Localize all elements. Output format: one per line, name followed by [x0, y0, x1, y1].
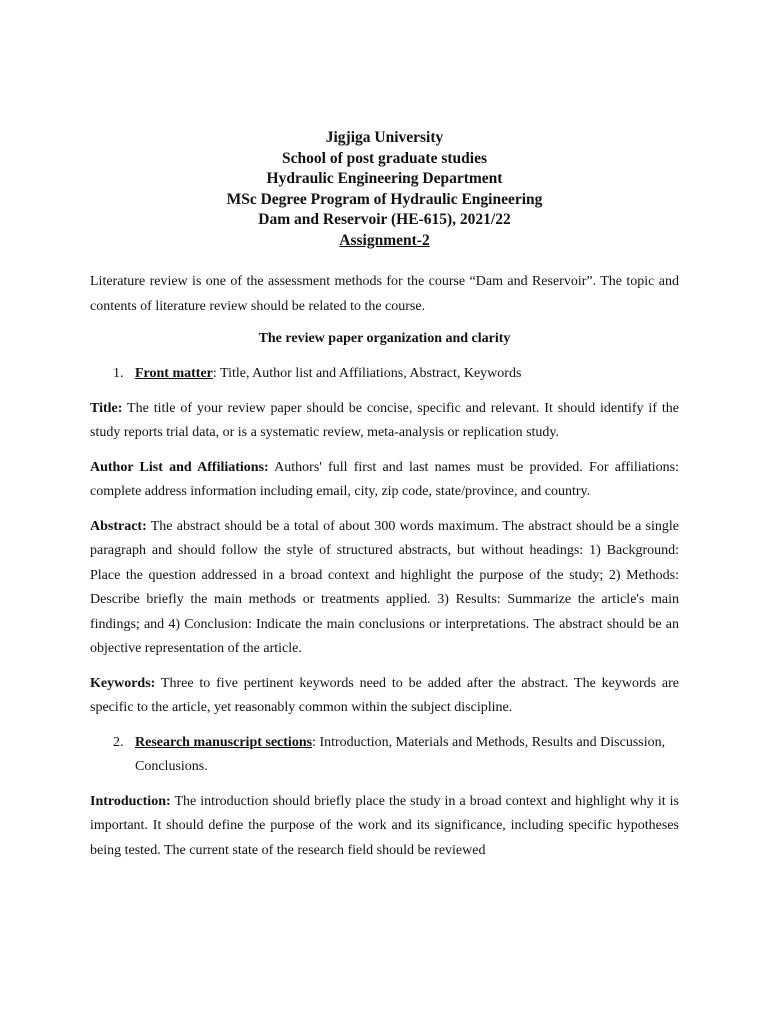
- intro-paragraph: Literature review is one of the assessment methods for the course “Dam and Reservoir”. The topic and contents of literature review should be related to the course.: [90, 274, 679, 314]
- list-item-text: : Introduction, Materials and Methods, Results and Discussion, Conclusions.: [135, 734, 666, 774]
- document-page: [90, 128, 679, 873]
- paragraph-text: The introduction should briefly place the study in a broad context and highlight why it is important. It should define the purpose of the work and its significance, including specific hypotheses being tested. The current state of the research field should be reviewed: [90, 793, 679, 858]
- paragraph-label: Introduction:: [90, 793, 171, 809]
- paragraph-text: The title of your review paper should be concise, specific and relevant. It should identify if the study reports trial data, or is a systematic review, meta-analysis or replication study.: [90, 400, 679, 440]
- list-item-manuscript-sections: [90, 731, 679, 780]
- title-paragraph: [90, 397, 679, 446]
- school-name: School of post graduate studies: [282, 149, 487, 167]
- paragraph-label: Author List and Affiliations:: [90, 459, 269, 475]
- course-name: Dam and Reservoir (HE-615), 2021/22: [258, 211, 511, 228]
- paragraph-text: The abstract should be a total of about 300 words maximum. The abstract should be a single paragraph and should follow the style of structured abstracts, but without headings: 1) Background: Place the question addressed in a broad context and highlight the purpose of the study; 2) Methods: Describe briefly the main methods or treatments applied. 3) Results: Summarize the article's main findings; and 4) Conclusion: Indicate the main conclusions or interpretations. The abstract should be an objective representation of the article.: [90, 518, 679, 656]
- keywords-paragraph: [90, 672, 679, 721]
- paragraph-label: Abstract:: [90, 518, 147, 534]
- introduction-paragraph: [90, 790, 679, 864]
- section-heading: The review paper organization and clarity: [258, 331, 511, 346]
- program-name: MSc Degree Program of Hydraulic Engineering: [226, 190, 543, 208]
- abstract-paragraph: [90, 515, 679, 662]
- list-item-text: : Title, Author list and Affiliations, Abstract, Keywords: [212, 366, 522, 381]
- university-name: Jigjiga University: [325, 129, 444, 146]
- paragraph-label: Title:: [90, 400, 123, 416]
- list-item-title: Research manuscript sections: [135, 734, 313, 750]
- list-number: 2.: [113, 734, 124, 750]
- department-name: Hydraulic Engineering Department: [266, 170, 503, 187]
- author-paragraph: [90, 456, 679, 505]
- document-header: [90, 128, 679, 251]
- paragraph-text: Authors' full first and last names must be provided. For affiliations: complete address information including email, city, zip code, state/province, and country.: [90, 459, 679, 499]
- paragraph-text: Three to five pertinent keywords need to be added after the abstract. The keywords are specific to the article, yet reasonably common within the subject discipline.: [90, 675, 679, 715]
- assignment-title: Assignment-2: [339, 231, 430, 249]
- list-number: 1.: [113, 366, 124, 381]
- list-item-front-matter: [90, 362, 679, 387]
- list-item-title: Front matter: [135, 366, 213, 381]
- paragraph-label: Keywords:: [90, 675, 156, 691]
